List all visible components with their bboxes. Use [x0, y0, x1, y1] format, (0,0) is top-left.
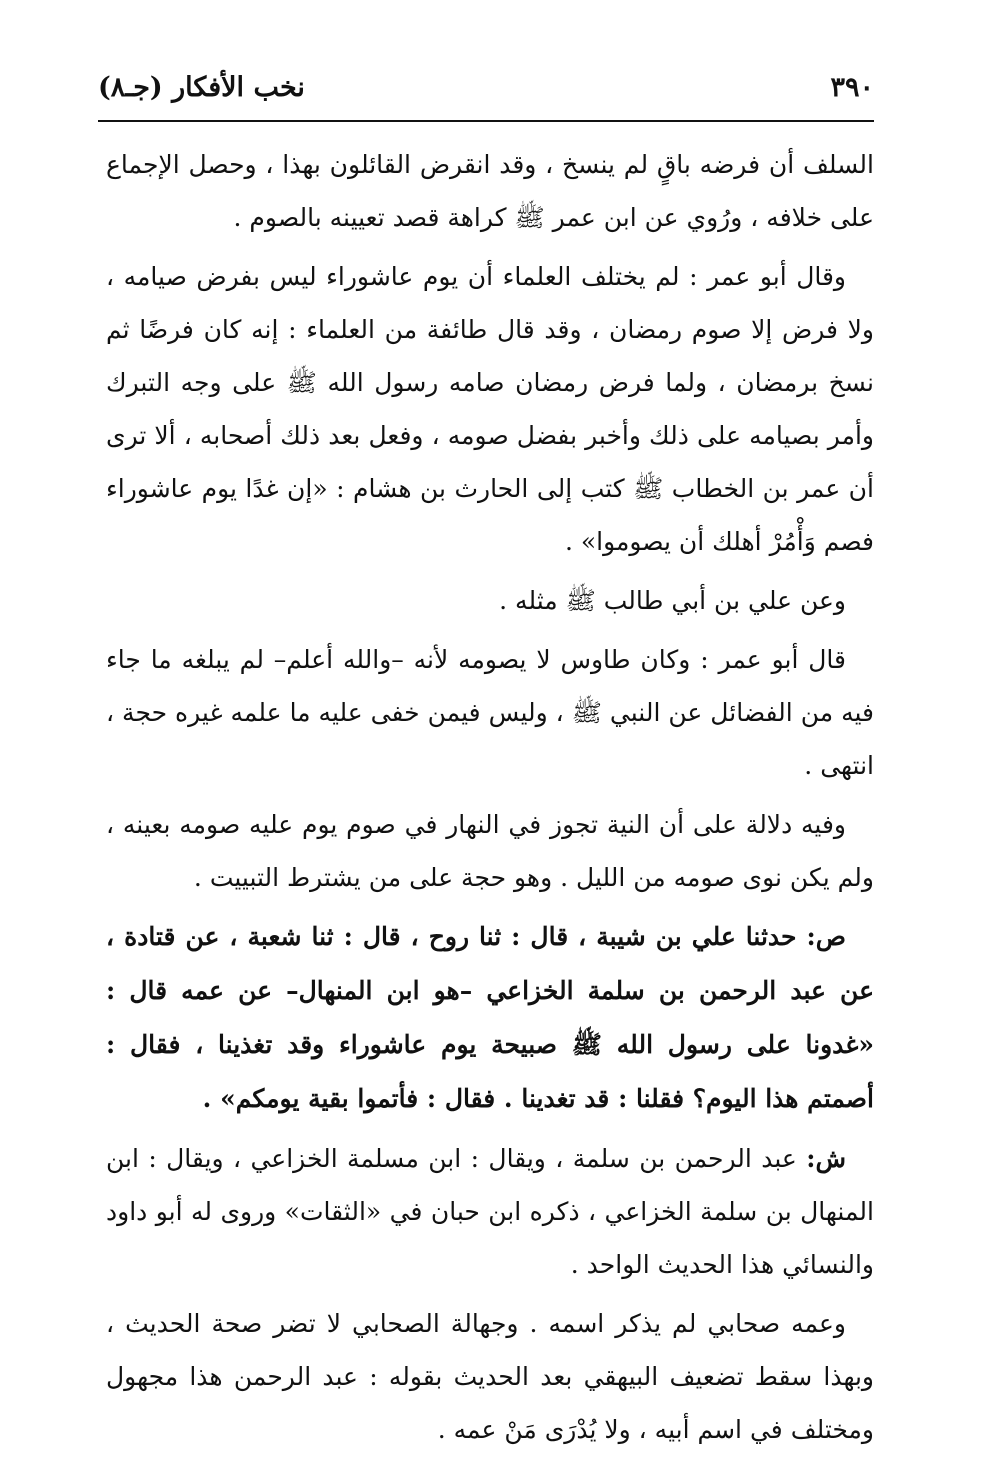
page-body — [106, 138, 874, 1462]
page-number: ٣٩٠ — [830, 71, 874, 103]
paragraph-abu-umar: وقال أبو عمر : لم يختلف العلماء أن يوم عاشوراء ليس بفرض صيامه ، ولا فرض إلا صوم رمضان ، وقد قال طائفة من العلماء : إنه كان فرضًا ثم نسخ برمضان ، ولما فرض رمضان صامه رسول الله ﷺ على وجه التبرك وأمر بصيامه على ذلك وأخبر بفضل صومه ، وفعل بعد ذلك أصحابه ، ألا ترى أن عمر بن الخطاب ﷺ كتب إلى الحارث بن هشام : «إن غدًا يوم عاشوراء فصم وَأْمُرْ أهلك أن يصوموا» . — [106, 262, 874, 556]
running-header — [98, 62, 874, 112]
paragraph-niyya: وفيه دلالة على أن النية تجوز في النهار في صوم يوم عليه صومه بعينه ، ولم يكن نوى صومه من الليل . وهو حجة على من يشترط التبييت . — [106, 810, 874, 892]
paragraph-sahabi: وعمه صحابي لم يذكر اسمه . وجهالة الصحابي لا تضر صحة الحديث ، وبهذا سقط تضعيف البيهقي بعد الحديث بقوله : عبد الرحمن هذا مجهول ومختلف في اسم أبيه ، ولا يُدْرَى مَنْ عمه . — [106, 1309, 874, 1444]
paragraph-tawus: قال أبو عمر : وكان طاوس لا يصومه لأنه –والله أعلم– لم يبلغه ما جاء فيه من الفضائل عن النبي ﷺ ، وليس فيمن خفى عليه ما علمه غيره حجة ، انتهى . — [106, 645, 874, 780]
paragraph-continuation: السلف أن فرضه باقٍ لم ينسخ ، وقد انقرض القائلون بهذا ، وحصل الإجماع على خلافه ، ورُوي عن ابن عمر ﷺ كراهة قصد تعيينه بالصوم . — [106, 150, 874, 232]
commentary-marker: ش: — [806, 1144, 847, 1173]
paragraph-ali: وعن علي بن أبي طالب ﷺ مثله . — [499, 586, 846, 615]
commentary-body: عبد الرحمن بن سلمة ، ويقال : ابن مسلمة الخزاعي ، ويقال : ابن المنهال بن سلمة الخزاعي ، ذكره ابن حبان في «الثقات» وروى له أبو داود والنسائي هذا الحديث الواحد . — [106, 1144, 874, 1279]
header-rule — [98, 120, 874, 122]
hadith-text — [106, 910, 874, 1126]
commentary-text — [106, 1132, 874, 1291]
hadith-body: حدثنا علي بن شيبة ، قال : ثنا روح ، قال : ثنا شعبة ، عن قتادة ، عن عبد الرحمن بن سلمة الخزاعي –هو ابن المنهال– عن عمه قال : «غدونا على رسول الله ﷺ صبيحة يوم عاشوراء وقد تغذينا ، فقال : أصمتم هذا اليوم؟ فقلنا : قد تغدينا . فقال : فأتموا بقية يومكم» . — [106, 922, 874, 1113]
hadith-marker: ص: — [806, 922, 846, 951]
book-title: نخب الأفكار (جـ٨) — [98, 71, 305, 103]
